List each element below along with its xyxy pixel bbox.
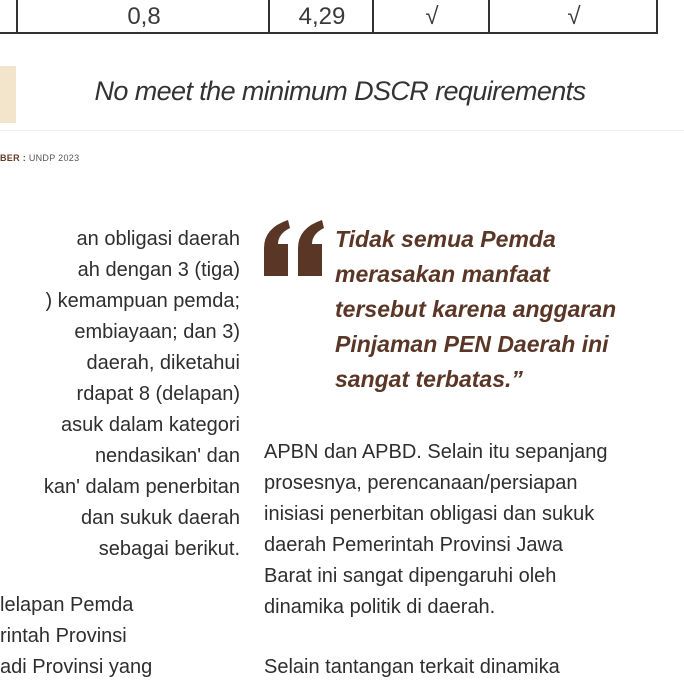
- text-line: dinamika politik di daerah.: [264, 596, 496, 618]
- text-line: APBN dan APBD. Selain itu sepanjang: [264, 441, 608, 463]
- text-line: dan sukuk daerah: [80, 507, 240, 529]
- text-line: prosesnya, perencanaan/persiapan: [264, 472, 578, 494]
- text-line: daerah, diketahui: [86, 352, 240, 374]
- text-line: asuk dalam kategori: [61, 414, 240, 436]
- text-line: ah dengan 3 (tiga): [77, 259, 240, 281]
- text-line: adi Provinsi yang: [0, 656, 153, 678]
- text-line: sebagai berikut.: [98, 538, 240, 560]
- table-cell-ratio: 0,8: [16, 0, 270, 34]
- source-label: BER :: [0, 153, 26, 163]
- table-cell-check-1: √: [372, 0, 490, 34]
- text-line: daerah Pemerintah Provinsi Jawa: [264, 534, 564, 556]
- text-line: rintah Provinsi: [0, 625, 127, 647]
- quote-line: sangat terbatas.”: [335, 366, 523, 392]
- text-line: inisiasi penerbitan obligasi dan sukuk: [264, 503, 595, 525]
- quote-line: merasakan manfaat: [335, 261, 550, 287]
- quote-line: Tidak semua Pemda: [335, 226, 556, 252]
- pull-quote: [335, 222, 675, 397]
- right-column-text-2: [264, 652, 684, 683]
- source-caption: [0, 153, 79, 163]
- quote-mark-icon: [262, 218, 326, 278]
- text-line: Barat ini sangat dipengaruhi oleh: [264, 565, 557, 587]
- table-cell-dscr: 4,29: [268, 0, 374, 34]
- left-column-text: [0, 224, 240, 565]
- table-cell-check-2: √: [488, 0, 658, 34]
- text-line: ) kemampuan pemda;: [45, 290, 240, 312]
- right-column-text: [264, 437, 684, 623]
- text-line: an obligasi daerah: [76, 228, 240, 250]
- divider: [0, 130, 684, 131]
- quote-line: Pinjaman PEN Daerah ini: [335, 331, 609, 357]
- quote-line: tersebut karena anggaran: [335, 296, 617, 322]
- dscr-table-bottom-row: [0, 0, 658, 34]
- text-line: Selain tantangan terkait dinamika: [264, 656, 560, 678]
- text-line: lelapan Pemda: [0, 594, 134, 616]
- table-footnote: No meet the minimum DSCR requirements: [94, 76, 586, 106]
- note-accent-tab: [0, 66, 16, 123]
- text-line: embiayaan; dan 3): [74, 321, 240, 343]
- left-column-text-2: [0, 590, 300, 683]
- text-line: nendasikan' dan: [94, 445, 240, 467]
- source-value: UNDP 2023: [28, 153, 80, 163]
- text-line: kan' dalam penerbitan: [43, 476, 240, 498]
- text-line: rdapat 8 (delapan): [76, 383, 240, 405]
